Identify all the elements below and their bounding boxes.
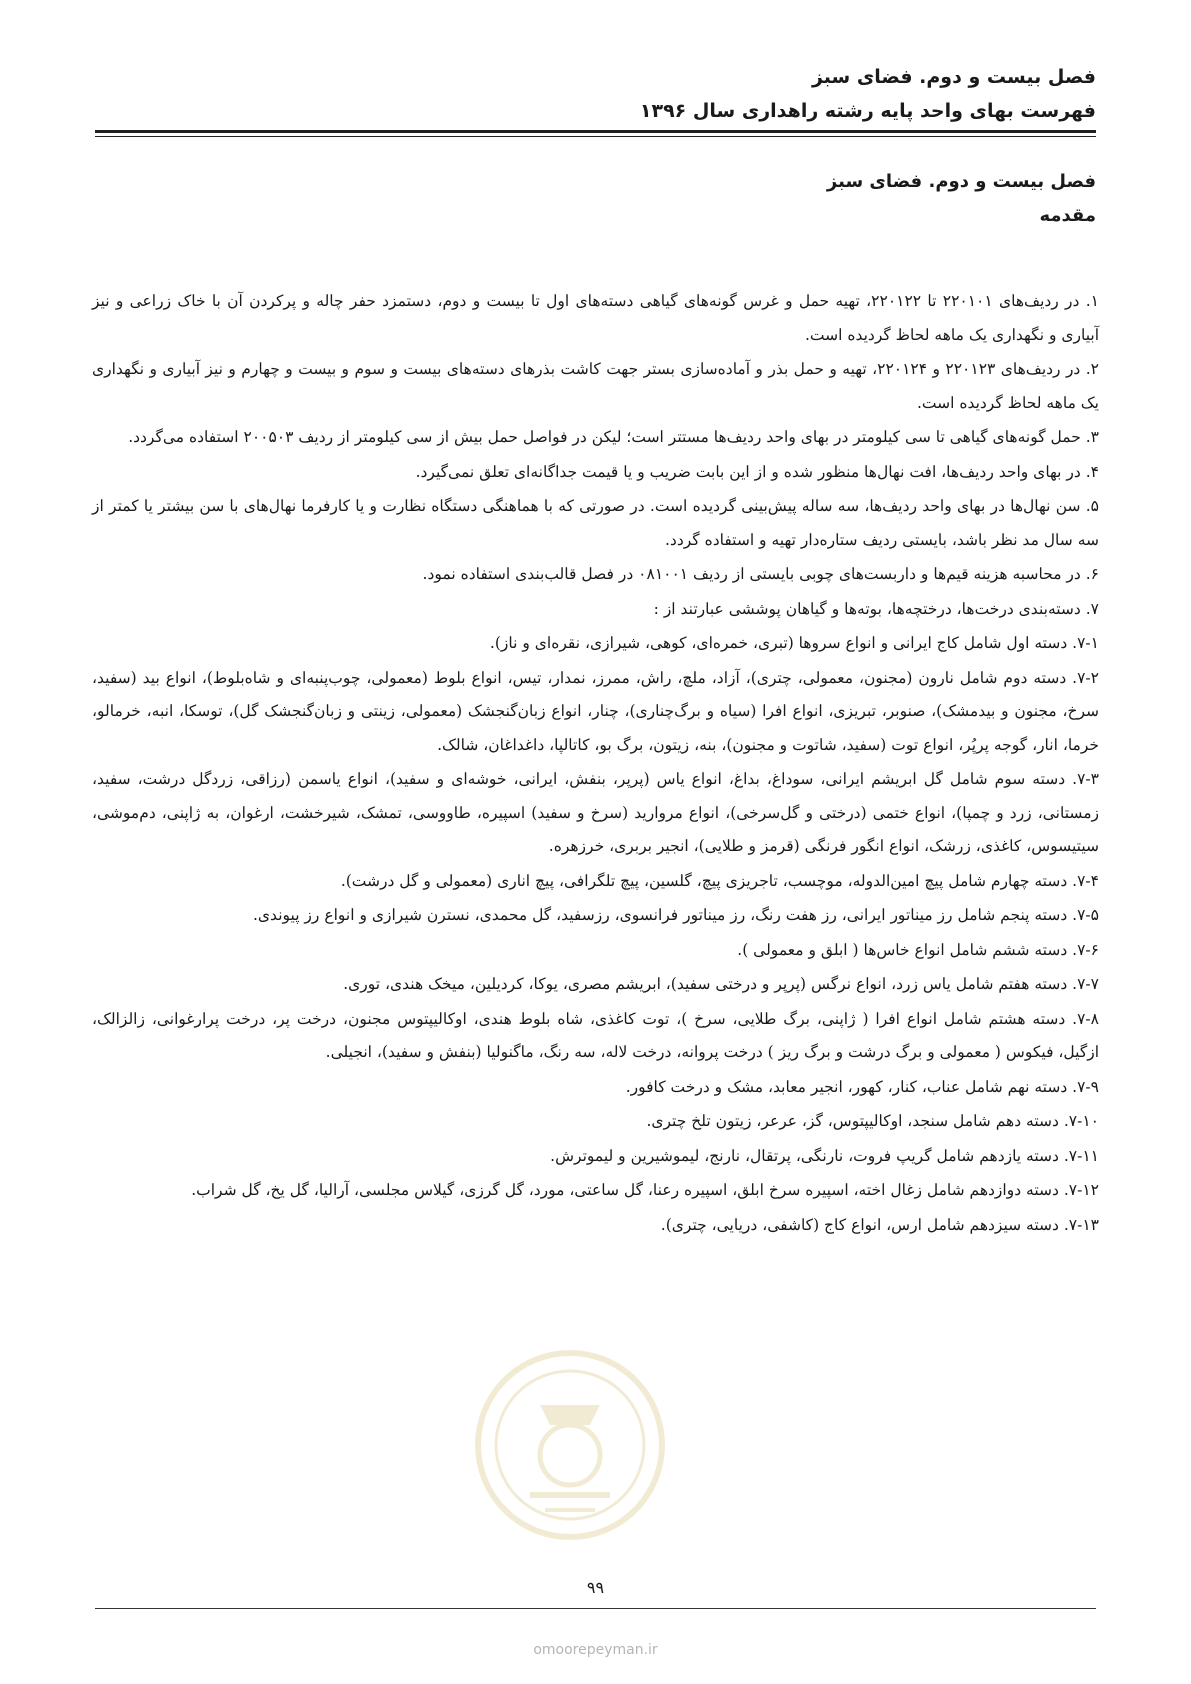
section-title: فصل بیست و دوم. فضای سبز bbox=[826, 171, 1096, 192]
body-text bbox=[92, 285, 1099, 1243]
chapter-header: فصل بیست و دوم. فضای سبز bbox=[811, 66, 1096, 88]
page-number: ۹۹ bbox=[586, 1578, 605, 1597]
paragraph: ۷-۱۲. دسته دوازدهم شامل زغال اخته، اسپیره سرخ ابلق، اسپیره رعنا، گل ساعتی، مورد، گل گرزی، گیلاس مجلسی، آرالیا، گل یخ، گل شراب. bbox=[191, 1181, 1099, 1199]
paragraph: ۷-۷. دسته هفتم شامل یاس زرد، انواع نرگس (پرپر و درختی سفید)، ابریشم مصری، یوکا، کردیلین، میخک هندی، توری. bbox=[343, 975, 1099, 993]
footer-rule bbox=[95, 1608, 1096, 1609]
paragraph: ۷-۸. دسته هشتم شامل انواع افرا ( ژاپنی، برگ طلایی، سرخ )، توت کاغذی، شاه بلوط هندی، اوکالیپتوس مجنون، درخت پر، درخت پرارغوانی، زالزالک، ازگیل، فیکوس ( معمولی و برگ درشت و برگ ریز ) درخت پروانه، درخت لاله، سه رنگ، ماگنولیا (بنفش و سفید)، انجیلی. bbox=[92, 1009, 1099, 1061]
site-watermark: omoorepeyman.ir bbox=[533, 1642, 658, 1658]
paragraph: ۷-۱۳. دسته سیزدهم شامل ارس، انواع کاج (کاشفی، دریایی، چتری). bbox=[660, 1215, 1099, 1234]
paragraph: ۵. سن نهال‌ها در بهای واحد ردیف‌ها، سه ساله پیش‌بینی گردیده است. در صورتی که با هماهنگی دستگاه نظارت و یا کارفرما نهال‌های با سن بیشتر یا کمتر از سه سال مد نظر باشد، بایستی ردیف ستاره‌دار تهیه و استفاده گردد. bbox=[92, 497, 1099, 549]
paragraph: ۷-۱۱. دسته یازدهم شامل گریپ فروت، نارنگی، پرتقال، نارنج، لیموشیرین و لیموترش. bbox=[550, 1146, 1099, 1165]
paragraph: ۳. حمل گونه‌های گیاهی تا سی کیلومتر در بهای واحد ردیف‌ها مستتر است؛ لیکن در فواصل حمل بیش از سی کیلومتر از ردیف ۲۰۰۵۰۳ استفاده می‌گردد. bbox=[128, 428, 1099, 446]
paragraph: ۷-۴. دسته چهارم شامل پیچ امین‌الدوله، موچسب، تاجریزی پیچ، گلسین، پیچ تلگرافی، پیچ اناری (معمولی و گل درشت). bbox=[340, 871, 1099, 890]
paragraph: ۷-۳. دسته سوم شامل گل ابریشم ایرانی، سوداغ، بداغ، انواع یاس (پرپر، بنفش، ایرانی، خوشه‌ای و سفید)، انواع یاسمن (رزاقی، زردگل درشت، سفید، زمستانی، زرد و چمپا)، انواع ختمی (درختی و گل‌سرخی)، انواع مروارید (سرخ و سفید) اسپیره، طاووسی، تمشک، شیرخشت، ارغوان، به ژاپنی، دم‌موشی، سیتیسوس، کاغذی، زرشک، انواع انگور فرنگی (قرمز و طلایی)، انجیر بربری، خرزهره. bbox=[92, 770, 1099, 855]
section-subtitle: مقدمه bbox=[1039, 205, 1096, 226]
paragraph: ۷-۹. دسته نهم شامل عناب، کنار، کهور، انجیر معابد، مشک و درخت کافور. bbox=[625, 1077, 1099, 1096]
header-double-rule bbox=[95, 130, 1096, 137]
paragraph: ۱. در ردیف‌های ۲۲۰۱۰۱ تا ۲۲۰۱۲۲، تهیه حمل و غرس گونه‌های گیاهی دسته‌های اول تا بیست و دوم، دستمزد حفر چاله و پرکردن آن با خاک زراعی و نیز آبیاری و نگهداری یک ماهه لحاظ گردیده است. bbox=[92, 292, 1099, 344]
paragraph: ۲. در ردیف‌های ۲۲۰۱۲۳ و ۲۲۰۱۲۴، تهیه و حمل بذر و آماده‌سازی بستر جهت کاشت بذرهای دسته‌های بیست و سوم و بیست و چهارم و نیز آبیاری و نگهداری یک ماهه لحاظ گردیده است. bbox=[92, 360, 1099, 412]
paragraph: ۶. در محاسبه هزینه قیم‌ها و داربست‌های چوبی بایستی از ردیف ۰۸۱۰۰۱ در فصل قالب‌بندی استفاده نمود. bbox=[422, 565, 1099, 583]
running-header bbox=[95, 60, 1096, 128]
watermark-seal-icon bbox=[470, 1345, 670, 1545]
paragraph: ۷-۱. دسته اول شامل کاج ایرانی و انواع سروها (تبری، خمره‌ای، کوهی، شیرازی، نقره‌ای و ناز). bbox=[489, 634, 1099, 652]
paragraph: ۷-۶. دسته ششم شامل انواع خاس‌ها ( ابلق و معمولی ). bbox=[737, 940, 1099, 959]
price-list-header: فهرست بهای واحد پایه رشته راهداری سال ۱۳۹۶ bbox=[639, 100, 1096, 122]
paragraph: ۷-۱۰. دسته دهم شامل سنجد، اوکالیپتوس، گز، عرعر، زیتون تلخ چتری. bbox=[646, 1112, 1099, 1130]
paragraph: ۷. دسته‌بندی درخت‌ها، درختچه‌ها، بوته‌ها و گیاهان پوششی عبارتند از : bbox=[653, 599, 1099, 618]
paragraph: ۴. در بهای واحد ردیف‌ها، افت نهال‌ها منظور شده و از این بابت ضریب و یا قیمت جداگانه‌ای تعلق نمی‌گیرد. bbox=[415, 462, 1099, 481]
section-heading bbox=[95, 165, 1096, 233]
paragraph: ۷-۲. دسته دوم شامل نارون (مجنون، معمولی، چتری)، آزاد، ملچ، راش، ممرز، نمدار، تیس، انواع بلوط (معمولی، چوب‌پنبه‌ای و شاه‌بلوط)، انواع بید (سفید، سرخ، مجنون و بیدمشک)، صنوبر، تبریزی، انواع افرا (سیاه و برگ‌چناری)، چنار، انواع زبان‌گنجشک (معمولی، زینتی و زبان‌گنجشک گل)، توسکا، انبه، خرمالو، خرما، انار، گوجه پرپُر، انواع توت (سفید، شاتوت و مجنون)، بنه، زیتون، برگ بو، کاتالپا، داغداغان، شالک. bbox=[92, 668, 1099, 754]
paragraph: ۷-۵. دسته پنجم شامل رز میناتور ایرانی، رز هفت رنگ، رز میناتور فرانسوی، رزسفید، گل محمدی، نسترن شیرازی و انواع رز پیوندی. bbox=[253, 906, 1099, 924]
